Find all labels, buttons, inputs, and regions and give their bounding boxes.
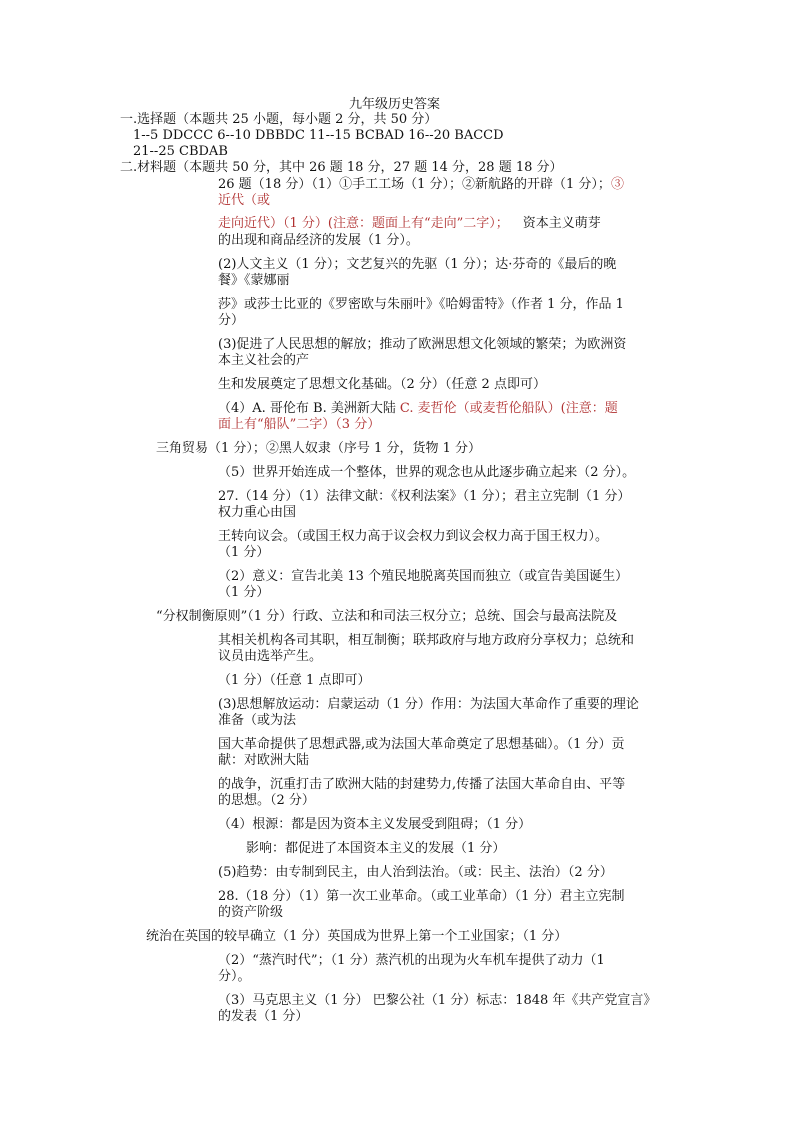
- answer-line: (3)思想解放运动：启蒙运动（1 分）作用：为法国大革命作了重要的理论: [218, 697, 639, 712]
- answer-note: 走向近代）（1 分）(注意：题面上有“走向”二字）；: [218, 216, 509, 231]
- answer-line: 的出现和商品经济的发展（1 分）。: [218, 233, 419, 248]
- answer-line: （2）“蒸汽时代”；（1 分）蒸汽机的出现为火车机车提供了动力（1: [218, 953, 605, 968]
- answer-text: 26 题（18 分）（1）①手工工场（1 分）；②新航路的开辟（1 分）；: [218, 177, 611, 192]
- answer-line: （4）根源：都是因为资本主义发展受到阻碍；（1 分）: [218, 817, 532, 832]
- answer-line: 其相关机构各司其职，相互制衡；联邦政府与地方政府分享权力；总统和: [218, 633, 635, 648]
- section-two-heading: 二.材料题（本题共 50 分，其中 26 题 18 分，27 题 14 分，28 题 18 分）: [120, 160, 563, 175]
- answer-line: (2)人文主义（1 分）；文艺复兴的先驱（1 分）；达·芬奇的《最后的晚: [218, 257, 617, 272]
- answer-line: 的发表（1 分）: [218, 1009, 309, 1024]
- answer-line: 本主义社会的产: [218, 353, 310, 368]
- answer-note-line: 面上有“船队”二字）（3 分）: [218, 417, 381, 432]
- choice-answers-row-1: 1--5 DDCCC 6--10 DBBDC 11--15 BCBAD 16--20 BACCD: [133, 128, 504, 143]
- answer-line: （2）意义：宣告北美 13 个殖民地脱离英国而独立（或宣告美国诞生）: [218, 569, 629, 584]
- section-one-heading: 一.选择题（本题共 25 小题，每小题 2 分，共 50 分）: [120, 112, 438, 127]
- answer-line: 准备（或为法: [218, 713, 297, 728]
- answer-line: (3)促进了人民思想的解放；推动了欧洲思想文化领域的繁荣；为欧洲资: [218, 337, 627, 352]
- answer-line: 三角贸易（1 分）；②黑人奴隶（序号 1 分，货物 1 分）: [156, 441, 481, 456]
- answer-line: 分）: [218, 313, 245, 328]
- answer-line: (5)趋势：由专制到民主，由人治到法治。（或：民主、法治）（2 分）: [218, 865, 613, 880]
- answer-note: C. 麦哲伦（或麦哲伦船队）(注意：题: [399, 401, 618, 416]
- answer-line: 国大革命提供了思想武器,或为法国大革命奠定了思想基础）。（1 分）贡: [218, 737, 625, 752]
- answer-note-line: 近代（或: [218, 193, 271, 208]
- answer-line: 生和发展奠定了思想文化基础。（2 分）（任意 2 点即可）: [218, 377, 546, 392]
- answer-line: 权力重心由国: [218, 505, 297, 520]
- answer-line: 的资产阶级: [218, 905, 284, 920]
- answer-line: [218, 400, 618, 417]
- answer-text: 资本主义萌芽: [522, 216, 601, 231]
- answer-note: ③: [610, 177, 624, 192]
- answer-line: 统治在英国的较早确立（1 分）英国成为世界上第一个工业国家；（1 分）: [146, 929, 568, 944]
- answer-line: 分）。: [218, 969, 251, 984]
- answer-text: （4）A. 哥伦布 B. 美洲新大陆: [218, 401, 396, 416]
- answer-line: 王转向议会。（或国王权力高于议会权力到议会权力高于国王权力）。: [218, 529, 609, 544]
- answer-line: 莎》或莎士比亚的《罗密欧与朱丽叶》《哈姆雷特》（作者 1 分，作品 1: [218, 297, 624, 312]
- answer-line: [218, 215, 601, 232]
- document-title: 九年级历史答案: [349, 97, 441, 112]
- answer-line: “分权制衡原则”（1 分）行政、立法和和司法三权分立；总统、国会与最高法院及: [156, 609, 618, 624]
- choice-answers-row-2: 21--25 CBDAB: [133, 144, 228, 159]
- answer-line: 餐》《蒙娜丽: [218, 273, 290, 288]
- answer-line: （1 分）: [218, 545, 270, 560]
- answer-line: 27.（14 分）（1）法律文献：《权利法案》（1 分）；君主立宪制（1 分）: [218, 489, 631, 504]
- answer-line: 的思想。（2 分）: [218, 793, 315, 808]
- answer-line: （1 分）（任意 1 点即可）: [218, 673, 371, 688]
- answer-line: 议员由选举产生。: [218, 649, 323, 664]
- answer-line: 献：对欧洲大陆: [218, 753, 310, 768]
- answer-line: 影响：都促进了本国资本主义的发展（1 分）: [246, 841, 506, 856]
- answer-line: （1 分）: [218, 585, 270, 600]
- answer-line: [218, 176, 624, 193]
- answer-line: （5）世界开始连成一个整体，世界的观念也从此逐步确立起来（2 分）。: [218, 465, 636, 480]
- answer-line: 的战争，沉重打击了欧洲大陆的封建势力,传播了法国大革命自由、平等: [218, 777, 626, 792]
- answer-line: 28.（18 分）（1）第一次工业革命。（或工业革命）（1 分）君主立宪制: [218, 889, 625, 904]
- answer-line: （3）马克思主义（1 分） 巴黎公社（1 分）标志：1848 年《共产党宣言》: [218, 993, 657, 1008]
